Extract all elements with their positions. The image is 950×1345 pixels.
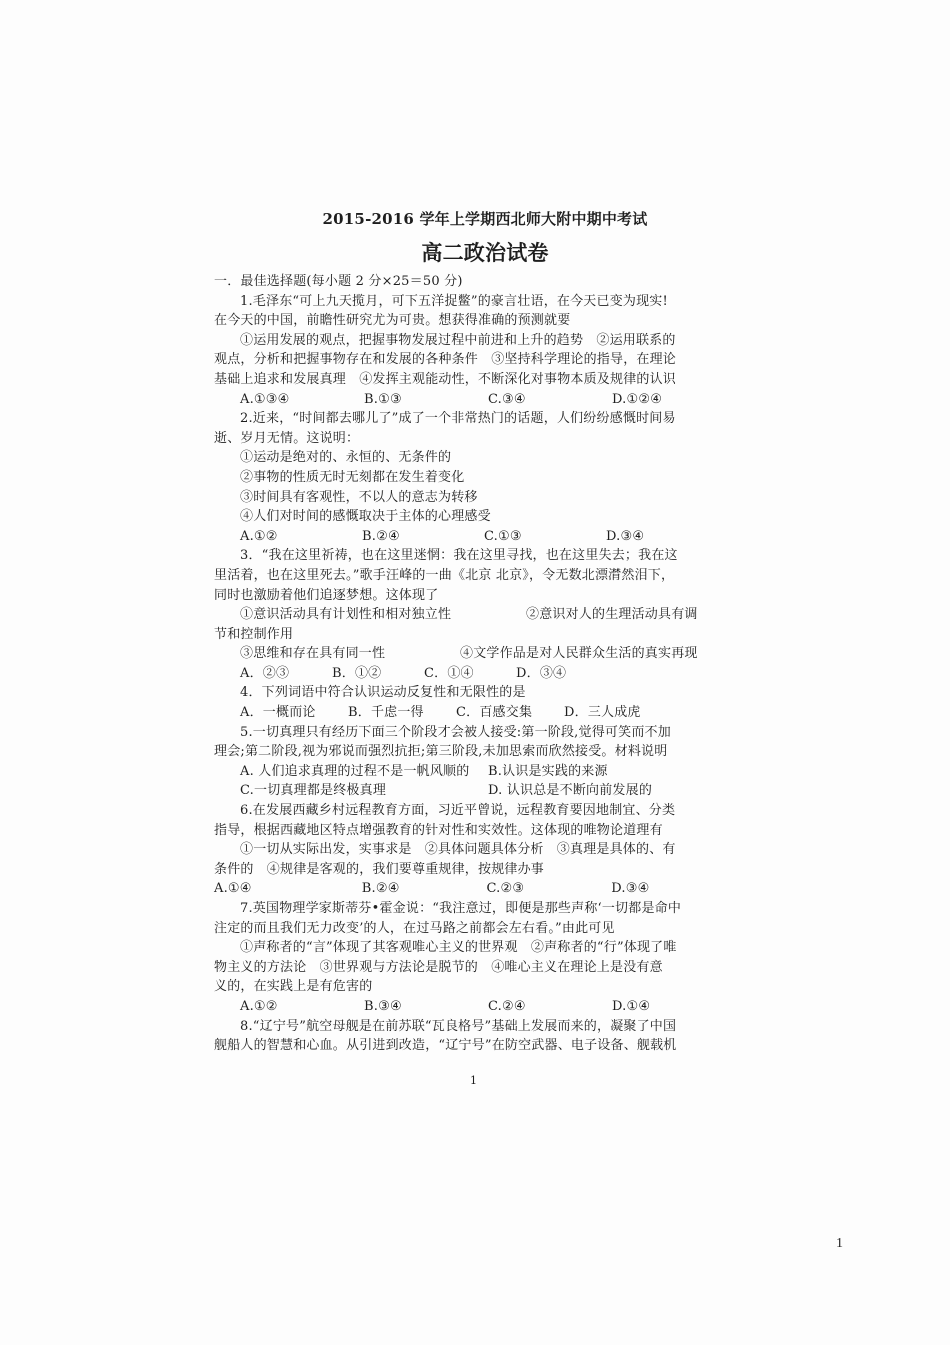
scan-page-number: 1: [470, 1074, 477, 1087]
q5-options-row-2: [214, 781, 736, 801]
scanned-exam-page: [214, 208, 736, 1056]
question-4: [214, 683, 736, 722]
q1-line: 基础上追求和发展真理 ④发挥主观能动性，不断深化对事物本质及规律的认识: [214, 371, 677, 387]
q6-options: [214, 879, 736, 899]
q3-items-row-2: [214, 644, 736, 664]
q2-option-b: B.②④: [362, 528, 400, 544]
q4-option-a: A．一概而论: [240, 705, 316, 721]
question-1: [214, 292, 736, 410]
q7-line: 义的，在实践上是有危害的: [214, 979, 373, 995]
question-2: [214, 409, 736, 546]
q3-options: [214, 664, 736, 684]
question-7: [214, 899, 736, 1017]
q7-line: 7.英国物理学家斯蒂芬•霍金说：“我注意过，即便是那些声称‘一切都是命中: [240, 901, 682, 916]
q2-option-c: C.①③: [484, 528, 522, 544]
q5-line: 5.一切真理只有经历下面三个阶段才会被人接受:第一阶段,觉得可笑而不加: [240, 724, 671, 740]
q7-option-d: D.①④: [612, 998, 651, 1014]
question-3: [214, 546, 736, 683]
q7-option-b: B.③④: [364, 998, 402, 1014]
q5-option-a: A. 人们追求真理的过程不是一帆风顺的: [240, 763, 470, 779]
q3-item-2-cont: 节和控制作用: [214, 626, 294, 642]
q3-item-1: ①意识活动具有计划性和相对独立性: [240, 607, 452, 623]
q3-line: 3．“我在这里祈祷，也在这里迷惘：我在这里寻找，也在这里失去；我在这: [240, 548, 678, 564]
q3-item-2: ②意识对人的生理活动具有调: [526, 607, 698, 623]
q6-option-b: B.②④: [361, 881, 400, 897]
q1-option-d: D.①②④: [612, 391, 663, 407]
q7-option-c: C.②④: [488, 998, 526, 1014]
q5-option-b: B.认识是实践的来源: [488, 763, 608, 779]
q7-option-a: A.①②: [240, 998, 278, 1014]
q2-line: 2.近来，“时间都去哪儿了”成了一个非常热门的话题，人们纷纷感慨时间易: [240, 411, 676, 427]
q8-line: 8.“辽宁号”航空母舰是在前苏联“瓦良格号”基础上发展而来的，凝聚了中国: [240, 1018, 677, 1034]
q3-option-a: A．②③: [240, 665, 290, 681]
q2-item: ②事物的性质无时无刻都在发生着变化: [240, 469, 465, 485]
q1-line: 在今天的中国，前瞻性研究尤为可贵。想获得准确的预测就要: [214, 313, 571, 329]
q3-item-4: ④文学作品是对人民群众生活的真实再现: [460, 646, 698, 662]
q5-line: 理会;第二阶段,视为邪说而强烈抗拒;第三阶段,未加思索而欣然接受。材料说明: [214, 744, 668, 760]
q6-option-d: D.③④: [611, 881, 650, 897]
q6-line: 指导，根据西藏地区特点增强教育的针对性和实效性。这体现的唯物论道理有: [214, 822, 663, 838]
q2-item: ④人们对时间的感慨取决于主体的心理感受: [240, 509, 491, 525]
q7-line: 物主义的方法论 ③世界观与方法论是脱节的 ④唯心主义在理论上是没有意: [214, 959, 663, 975]
q2-item: ③时间具有客观性，不以人的意志为转移: [240, 489, 478, 505]
q7-line: 注定的而且我们无力改变’的人，在过马路之前都会左右看。”由此可见: [214, 920, 615, 936]
q6-line: ①一切从实际出发，实事求是 ②具体问题具体分析 ③真理是具体的、有: [240, 842, 676, 858]
q7-options: [214, 997, 736, 1017]
question-5: [214, 723, 736, 801]
q1-option-b: B.①③: [364, 391, 402, 407]
q4-option-d: D．三人成虎: [564, 705, 641, 721]
section-heading: 一．最佳选择题(每小题 2 分×25＝50 分): [214, 274, 463, 289]
q2-line: 逝、岁月无情。这说明：: [214, 430, 360, 446]
q4-option-c: C．百感交集: [456, 705, 533, 721]
q1-line: 观点，分析和把握事物存在和发展的各种条件 ③坚持科学理论的指导，在理论: [214, 352, 677, 368]
q2-option-a: A.①②: [240, 528, 278, 544]
q4-stem: 4．下列词语中符合认识运动反复性和无限性的是: [240, 685, 526, 701]
q4-option-b: B．千虑一得: [348, 705, 424, 721]
q6-line: 条件的 ④规律是客观的，我们要尊重规律，按规律办事: [214, 861, 545, 877]
question-8: [214, 1017, 736, 1056]
q6-option-c: C.②③: [486, 881, 525, 897]
q6-line: 6.在发展西藏乡村远程教育方面，习近平曾说，远程教育要因地制宜、分类: [240, 803, 676, 819]
q7-line: ①声称者的“言”体现了其客观唯心主义的世界观 ②声称者的“行”体现了唯: [240, 940, 677, 956]
exam-subtitle: 高二政治试卷: [421, 240, 549, 265]
q8-line: 舰船人的智慧和心血。从引进到改造，“辽宁号”在防空武器、电子设备、舰载机: [214, 1038, 677, 1054]
q3-option-b: B．①②: [332, 665, 382, 681]
q5-options-row-1: [214, 762, 736, 782]
q2-item: ①运动是绝对的、永恒的、无条件的: [240, 450, 452, 466]
q4-options: [214, 703, 736, 723]
q2-option-d: D.③④: [606, 528, 645, 544]
q3-option-d: D．③④: [516, 665, 567, 681]
q5-option-d: D. 认识总是不断向前发展的: [488, 783, 653, 799]
q1-options: [214, 390, 736, 410]
q1-line: ①运用发展的观点，把握事物发展过程中前进和上升的趋势 ②运用联系的: [240, 332, 676, 348]
q3-line: 同时也激励着他们追逐梦想。这体现了: [214, 587, 439, 603]
q2-options: [214, 527, 736, 547]
q3-line: 里活着，也在这里死去。”歌手汪峰的一曲《北京 北京》，令无数北漂潸然泪下，: [214, 567, 675, 583]
exam-title: 2015-2016 学年上学期西北师大附中期中考试: [322, 210, 648, 228]
q3-items-row-1: [214, 605, 736, 625]
q1-option-c: C.③④: [488, 391, 526, 407]
q1-option-a: A.①③④: [240, 391, 290, 407]
q6-option-a: A.①④: [214, 881, 252, 897]
q3-item-3: ③思维和存在具有同一性: [240, 646, 386, 662]
q1-line: 1.毛泽东“可上九天揽月，可下五洋捉鳖”的豪言壮语，在今天已变为现实!: [240, 293, 668, 309]
q3-option-c: C．①④: [424, 665, 474, 681]
page-number: 1: [836, 1236, 843, 1251]
q5-option-c: C.一切真理都是终极真理: [240, 783, 387, 799]
question-6: [214, 801, 736, 899]
